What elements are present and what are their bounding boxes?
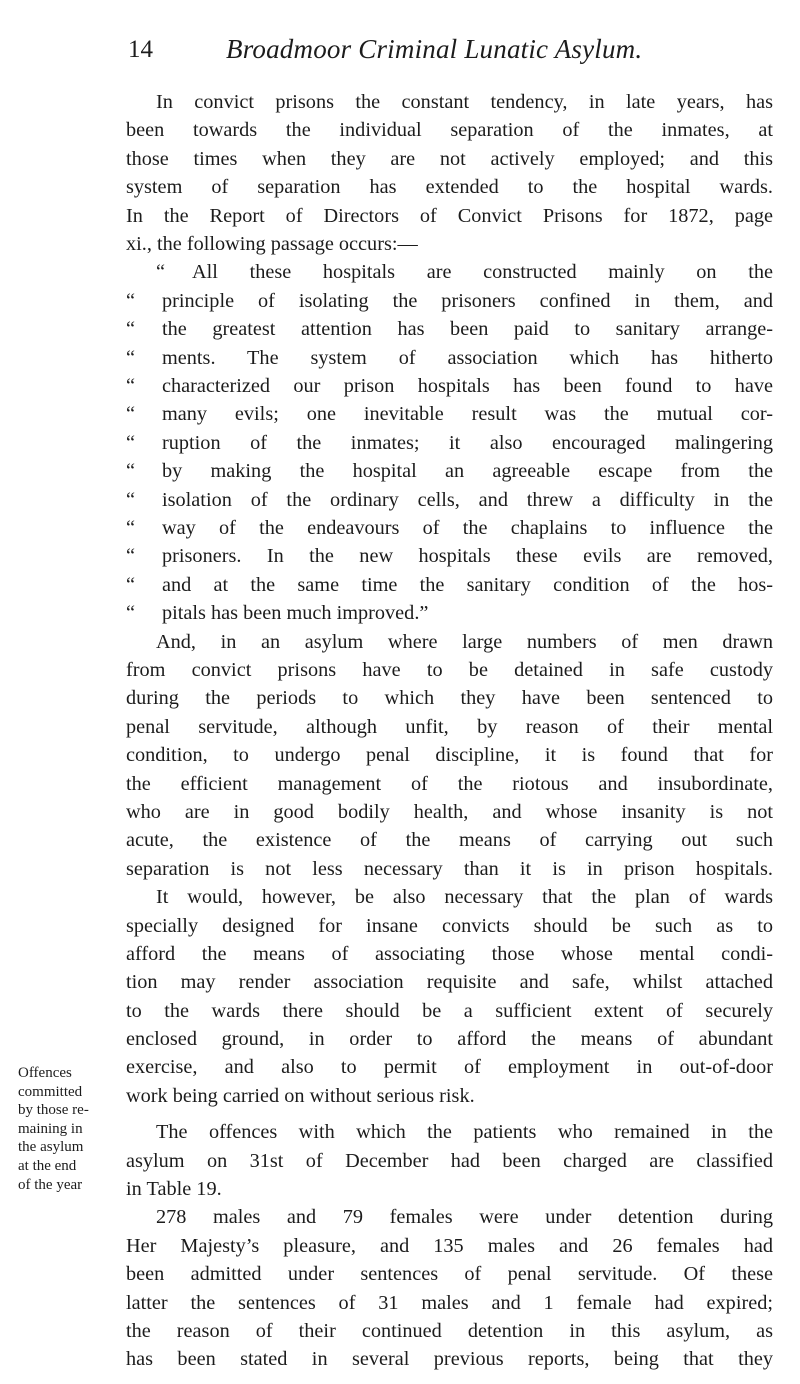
quote-mark: “ — [126, 517, 136, 539]
text-line: xi., the following passage occurs:— — [126, 232, 418, 255]
margin-note — [18, 1064, 118, 1194]
quote-text: characterized our prison hospitals has been found to have — [162, 374, 773, 397]
quote-line — [126, 372, 773, 400]
margin-note-line: maining in — [18, 1120, 83, 1137]
text-line: And, in an asylum where large numbers of men drawn — [156, 630, 773, 653]
page-header — [128, 34, 770, 70]
text-line: system of separation has extended to the hospital wards. — [126, 176, 773, 199]
quote-mark: “ — [126, 488, 136, 511]
quote-text: the greatest attention has been paid to sanitary arrange- — [162, 318, 773, 341]
text-line: the reason of their continued detention in this asylum, as — [126, 1320, 773, 1342]
text-line: It would, however, be also necessary that the plan of wards — [156, 886, 773, 909]
margin-note-line: of the year — [18, 1176, 83, 1193]
margin-note-line: the asylum — [18, 1139, 84, 1156]
text-line: been admitted under sentences of penal servitude. Of these — [126, 1263, 773, 1286]
text-line: 278 males and 79 females were under detention during — [156, 1206, 773, 1229]
quote-line — [126, 599, 773, 627]
quote-line — [126, 486, 773, 514]
text-line: those times when they are not actively employed; and this — [126, 147, 773, 170]
text-line: condition, to undergo penal discipline, it is found that for — [126, 744, 773, 767]
quote-mark: “ — [126, 431, 136, 454]
quote-text: pitals has been much improved.” — [162, 602, 429, 625]
text-line: in Table 19. — [126, 1178, 222, 1201]
text-line: afford the means of associating those whose mental condi- — [126, 942, 773, 965]
quote-text: ruption of the inmates; it also encouraged malingering — [162, 431, 773, 454]
text-line: separation is not less necessary than it is in prison hospitals. — [126, 857, 773, 880]
quote-text: and at the same time the sanitary condition of the hos- — [162, 573, 773, 596]
text-line: been towards the individual separation of the inmates, at — [126, 119, 773, 142]
text-line: exercise, and also to permit of employment in out-of-door — [126, 1056, 773, 1079]
margin-note-line: Offences — [18, 1065, 72, 1081]
margin-note-line: at the end — [18, 1157, 77, 1174]
text-line: from convict prisons have to be detained in safe custody — [126, 659, 773, 682]
body-text — [126, 88, 773, 1374]
quote-mark: “ — [126, 460, 136, 483]
quote-mark: “ — [156, 261, 166, 284]
quote-line — [126, 315, 773, 343]
quote-text: prisoners. In the new hospitals these evils are removed, — [162, 545, 773, 568]
margin-note-line: by those re- — [18, 1102, 89, 1119]
text-line: In convict prisons the constant tendency, in late years, has — [156, 91, 773, 113]
text-line: penal servitude, although unfit, by reason of their mental — [126, 715, 773, 738]
text-line: The offences with which the patients who remained in the — [156, 1121, 773, 1144]
quote-text: many evils; one inevitable result was the mutual cor- — [162, 403, 773, 426]
text-line: Her Majesty’s pleasure, and 135 males and 26 females had — [126, 1234, 773, 1257]
text-line: latter the sentences of 31 males and 1 female had expired; — [126, 1291, 773, 1314]
quote-line — [126, 571, 773, 599]
text-line: asylum on 31st of December had been charged are classified — [126, 1149, 773, 1172]
quote-text: ments. The system of association which has hitherto — [162, 346, 773, 369]
text-line: tion may render association requisite and safe, whilst attached — [126, 971, 773, 994]
text-line: during the periods to which they have been sentenced to — [126, 687, 773, 710]
quote-line — [126, 287, 773, 315]
quote-text: All these hospitals are constructed mainly on the — [192, 261, 773, 284]
text-line: enclosed ground, in order to afford the means of abundant — [126, 1028, 773, 1051]
text-line: the efficient management of the riotous and insubordinate, — [126, 772, 773, 795]
quote-mark: “ — [126, 602, 136, 625]
quote-line — [126, 429, 773, 457]
quote-mark: “ — [126, 545, 136, 568]
text-line: to the wards there should be a sufficient extent of securely — [126, 999, 773, 1022]
text-line: acute, the existence of the means of carrying out such — [126, 829, 773, 852]
text-line: specially designed for insane convicts should be such as to — [126, 914, 773, 937]
text-line: work being carried on without serious risk. — [126, 1084, 475, 1107]
quote-mark: “ — [126, 403, 136, 426]
text-line: who are in good bodily health, and whose insanity is not — [126, 800, 773, 823]
quote-mark: “ — [126, 374, 136, 397]
quote-text: by making the hospital an agreeable escape from the — [162, 460, 773, 483]
quote-line — [126, 514, 773, 542]
quote-mark: “ — [126, 289, 136, 312]
text-line: In the Report of Directors of Convict Prisons for 1872, page — [126, 204, 773, 227]
text-line: has been stated in several previous reports, being that they — [126, 1348, 773, 1371]
quote-mark: “ — [126, 346, 136, 369]
quote-line — [126, 542, 773, 570]
quote-line — [126, 344, 773, 372]
quote-text: principle of isolating the prisoners confined in them, and — [162, 289, 773, 312]
quote-text: isolation of the ordinary cells, and threw a difficulty in the — [162, 488, 773, 511]
paragraph-gap — [126, 1110, 773, 1118]
quote-line — [126, 457, 773, 485]
quote-line — [126, 400, 773, 428]
quote-mark: “ — [126, 573, 136, 596]
quote-line — [126, 258, 773, 286]
quote-text: way of the endeavours of the chaplains to influence the — [162, 517, 773, 539]
quote-mark: “ — [126, 318, 136, 341]
running-title: Broadmoor Criminal Lunatic Asylum. — [226, 34, 643, 64]
page-number: 14 — [128, 36, 153, 63]
margin-note-line: committed — [18, 1083, 83, 1100]
